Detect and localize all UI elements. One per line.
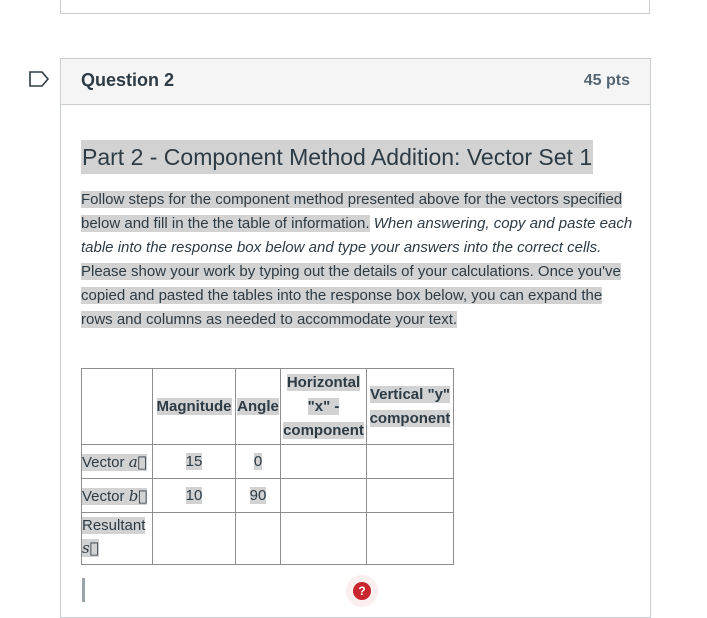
angle-cell[interactable]	[236, 513, 281, 565]
question-title: Question 2	[81, 70, 175, 90]
table-row	[82, 445, 454, 479]
angle-cell[interactable]	[236, 445, 281, 479]
row-label-cell	[82, 479, 153, 513]
header-horizontal: Horizontal "x" - component	[283, 373, 364, 439]
header-horizontal-cell	[281, 369, 367, 445]
instructions	[81, 188, 637, 332]
instructions-lead: Follow steps for the component method presented above for the vectors specified below and fill in the the table of information.	[81, 191, 623, 232]
question-header	[61, 59, 650, 105]
vector-table	[81, 368, 454, 565]
editor-left-border	[82, 578, 85, 602]
vertical-cell[interactable]	[367, 513, 454, 565]
row-label-cell	[82, 445, 153, 479]
question-mark-icon: ?	[353, 582, 371, 600]
header-angle: Angle	[237, 397, 279, 415]
previous-question-card	[60, 0, 650, 14]
help-icon[interactable]	[346, 575, 378, 607]
vertical-cell[interactable]	[367, 445, 454, 479]
flag-question-icon[interactable]	[28, 70, 50, 88]
header-angle-cell	[236, 369, 281, 445]
vector-b-symbol: b⃗	[128, 486, 148, 505]
instructions-tail: Please show your work by typing out the details of your calculations. Once you've copied and pasted the tables into the response box below, you can expand the rows and columns as needed to accommodate your text.	[81, 263, 621, 328]
magnitude-cell[interactable]	[153, 445, 236, 479]
horizontal-cell[interactable]	[281, 479, 367, 513]
vector-a-symbol: a⃗	[128, 452, 147, 471]
row-label-cell	[82, 513, 153, 565]
vertical-cell[interactable]	[367, 479, 454, 513]
magnitude-cell[interactable]	[153, 479, 236, 513]
header-magnitude: Magnitude	[156, 397, 232, 415]
table-row	[82, 479, 454, 513]
row-label: Vector a⃗	[82, 452, 147, 471]
magnitude-value: 10	[185, 487, 203, 504]
row-label: Vector b⃗	[82, 486, 148, 505]
header-vertical-cell	[367, 369, 454, 445]
instructions-italic: When answering, copy and paste each table into the response box below and type your answers into the correct cells.	[81, 215, 633, 256]
table-row	[82, 513, 454, 565]
horizontal-cell[interactable]	[281, 513, 367, 565]
horizontal-cell[interactable]	[281, 445, 367, 479]
part-title: Part 2 - Component Method Addition: Vector Set 1	[81, 140, 593, 174]
magnitude-cell[interactable]	[153, 513, 236, 565]
row-label: Resultant	[82, 517, 146, 534]
table-corner-cell	[82, 369, 153, 445]
header-vertical: Vertical "y" component	[369, 385, 451, 427]
angle-cell[interactable]	[236, 479, 281, 513]
header-magnitude-cell	[153, 369, 236, 445]
question-points: 45 pts	[583, 72, 630, 89]
angle-value: 0	[253, 453, 263, 470]
angle-value: 90	[249, 487, 267, 504]
magnitude-value: 15	[185, 453, 203, 470]
vector-s-symbol: s⃗	[82, 539, 99, 557]
